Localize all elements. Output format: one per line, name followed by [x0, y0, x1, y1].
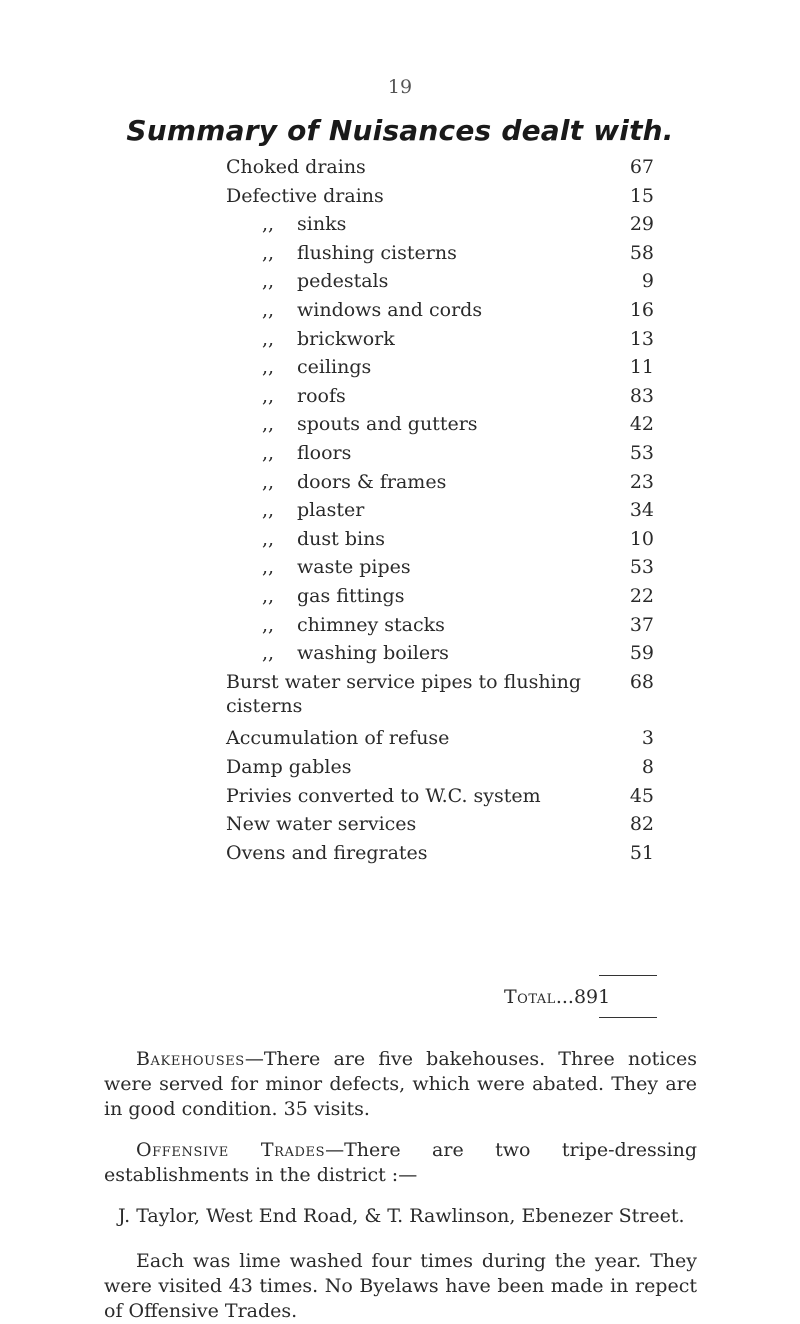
ditto-mark: ,, — [262, 556, 275, 578]
nuisance-label: washing boilers — [297, 642, 449, 664]
nuisance-count: 68 — [629, 671, 654, 693]
nuisance-count: 29 — [629, 213, 654, 235]
ditto-mark: ,, — [262, 385, 275, 407]
nuisance-label: plaster — [297, 499, 365, 521]
nuisance-count: 22 — [629, 585, 654, 607]
nuisance-label: New water services — [226, 813, 417, 835]
nuisance-row — [0, 527, 800, 555]
offensive-trades-heading: Offensive Trades — [136, 1139, 326, 1161]
ditto-mark: ,, — [262, 585, 275, 607]
closing-paragraph: Each was lime washed four times during the year. They were visited 43 times. No Byelaws have been made in repect of Offensive Trades. — [104, 1250, 697, 1322]
nuisance-row — [0, 670, 800, 717]
total-label: Total — [504, 986, 556, 1008]
nuisance-label-continued: cisterns — [226, 695, 303, 717]
nuisance-count: 10 — [629, 528, 654, 550]
nuisance-row — [0, 613, 800, 641]
ditto-mark: ,, — [262, 499, 275, 521]
nuisance-label: sinks — [297, 213, 347, 235]
nuisance-label: gas fittings — [297, 585, 405, 607]
ditto-mark: ,, — [262, 642, 275, 664]
nuisance-row — [0, 269, 800, 297]
nuisance-count: 3 — [641, 727, 654, 749]
nuisance-row — [0, 755, 800, 783]
nuisance-row — [0, 784, 800, 812]
nuisance-row — [0, 441, 800, 469]
nuisance-count: 9 — [641, 270, 654, 292]
nuisance-label: waste pipes — [297, 556, 411, 578]
bakehouses-text: —There are five bakehouses. Three notices were served for minor defects, which were abated. They are in good condition. 35 visits. — [104, 1048, 697, 1120]
nuisance-row — [0, 184, 800, 212]
nuisance-label: Ovens and firegrates — [226, 842, 428, 864]
nuisance-label: Choked drains — [226, 156, 366, 178]
offensive-trades-text: —There are two tripe-dressing establishments in the district :— — [104, 1139, 697, 1186]
nuisance-count: 15 — [629, 185, 654, 207]
nuisance-count: 8 — [641, 756, 654, 778]
total-value: 891 — [573, 986, 611, 1008]
nuisance-row — [0, 812, 800, 840]
total-dots: ... — [555, 986, 574, 1008]
total-line — [504, 986, 610, 1008]
nuisance-label: chimney stacks — [297, 614, 445, 636]
nuisance-count: 67 — [629, 156, 654, 178]
nuisance-label: spouts and gutters — [297, 413, 478, 435]
nuisance-count: 34 — [629, 499, 654, 521]
nuisance-row — [0, 155, 800, 183]
nuisance-count: 42 — [629, 413, 654, 435]
bakehouses-paragraph — [104, 1047, 697, 1122]
offensive-trades-paragraph — [104, 1138, 697, 1188]
nuisance-label: Accumulation of refuse — [226, 727, 450, 749]
ditto-mark: ,, — [262, 528, 275, 550]
nuisance-row — [0, 726, 800, 754]
nuisance-label: flushing cisterns — [297, 242, 457, 264]
nuisance-row — [0, 384, 800, 412]
ditto-mark: ,, — [262, 328, 275, 350]
nuisance-label: roofs — [297, 385, 346, 407]
nuisance-label: Defective drains — [226, 185, 384, 207]
nuisance-row — [0, 298, 800, 326]
total-rule-bottom — [599, 1017, 657, 1018]
total-rule-top — [599, 975, 657, 976]
nuisance-label: dust bins — [297, 528, 386, 550]
nuisance-row — [0, 327, 800, 355]
nuisance-count: 82 — [629, 813, 654, 835]
nuisance-label: floors — [297, 442, 352, 464]
ditto-mark: ,, — [262, 242, 275, 264]
nuisance-label: windows and cords — [297, 299, 483, 321]
nuisance-row — [0, 641, 800, 669]
ditto-mark: ,, — [262, 356, 275, 378]
nuisance-count: 58 — [629, 242, 654, 264]
nuisance-label: Privies converted to W.C. system — [226, 785, 541, 807]
nuisance-row — [0, 584, 800, 612]
nuisance-label: Damp gables — [226, 756, 352, 778]
nuisance-label: pedestals — [297, 270, 389, 292]
nuisance-count: 53 — [629, 442, 654, 464]
nuisance-count: 59 — [629, 642, 654, 664]
ditto-mark: ,, — [262, 471, 275, 493]
page-number: 19 — [387, 76, 413, 98]
nuisance-count: 51 — [629, 842, 654, 864]
ditto-mark: ,, — [262, 213, 275, 235]
ditto-mark: ,, — [262, 413, 275, 435]
nuisance-count: 53 — [629, 556, 654, 578]
nuisance-row — [0, 412, 800, 440]
nuisance-row — [0, 555, 800, 583]
nuisance-count: 13 — [629, 328, 654, 350]
nuisance-count: 16 — [629, 299, 654, 321]
nuisance-row — [0, 470, 800, 498]
nuisance-row — [0, 212, 800, 240]
ditto-mark: ,, — [262, 270, 275, 292]
ditto-mark: ,, — [262, 442, 275, 464]
nuisance-label: brickwork — [297, 328, 395, 350]
nuisance-label: doors & frames — [297, 471, 447, 493]
establishments-line: J. Taylor, West End Road, & T. Rawlinson, Ebenezer Street. — [118, 1205, 685, 1227]
nuisance-row — [0, 241, 800, 269]
nuisance-label: ceilings — [297, 356, 372, 378]
nuisance-row — [0, 498, 800, 526]
nuisance-row — [0, 355, 800, 383]
nuisance-count: 83 — [629, 385, 654, 407]
nuisance-count: 45 — [629, 785, 654, 807]
nuisance-label: Burst water service pipes to flushing — [226, 671, 582, 693]
nuisance-count: 11 — [629, 356, 654, 378]
ditto-mark: ,, — [262, 299, 275, 321]
nuisance-row — [0, 841, 800, 869]
nuisance-count: 23 — [629, 471, 654, 493]
ditto-mark: ,, — [262, 614, 275, 636]
page-title: Summary of Nuisances dealt with. — [126, 114, 674, 147]
nuisance-count: 37 — [629, 614, 654, 636]
bakehouses-heading: Bakehouses — [136, 1048, 245, 1070]
